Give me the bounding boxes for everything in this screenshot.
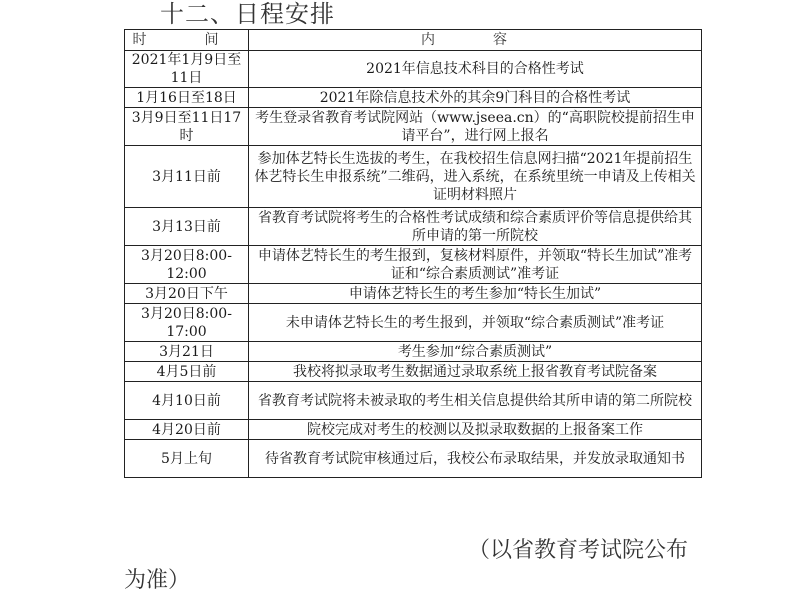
row-time: 3月21日: [125, 342, 249, 362]
row-content: 省教育考试院将未被录取的考生相关信息提供给其所申请的第二所院校: [249, 382, 702, 420]
row-time: 4月5日前: [125, 362, 249, 382]
table-row: [125, 51, 702, 88]
row-time: 4月10日前: [125, 382, 249, 420]
header-content: 内 容: [249, 30, 702, 51]
table-row: [125, 88, 702, 108]
section-heading: 十二、日程安排: [160, 0, 335, 28]
footnote: [124, 536, 694, 596]
table-row: [125, 362, 702, 382]
row-content: 2021年信息技术科目的合格性考试: [249, 51, 702, 88]
row-content: 2021年除信息技术外的其余9门科目的合格性考试: [249, 88, 702, 108]
table-row: [125, 246, 702, 284]
table-row: [125, 440, 702, 478]
row-content: 待省教育考试院审核通过后，我校公布录取结果，并发放录取通知书: [249, 440, 702, 478]
table-row: [125, 304, 702, 342]
footnote-line-2: 为准）: [124, 568, 191, 593]
row-content: 申请体艺特长生的考生参加“特长生加试”: [249, 284, 702, 304]
row-time: 3月20日下午: [125, 284, 249, 304]
row-content: 未申请体艺特长生的考生报到，并领取“综合素质测试”准考证: [249, 304, 702, 342]
table-row: [125, 146, 702, 208]
header-time: 时 间: [125, 30, 249, 51]
row-content: 参加体艺特长生选拔的考生，在我校招生信息网扫描“2021年提前招生体艺特长生申报系统”二维码，进入系统，在系统里统一申请及上传相关证明材料照片: [249, 146, 702, 208]
row-time: 4月20日前: [125, 420, 249, 440]
table-row: [125, 208, 702, 246]
row-time: 3月9日至11日17时: [125, 108, 249, 146]
row-content: 省教育考试院将考生的合格性考试成绩和综合素质评价等信息提供给其所申请的第一所院校: [249, 208, 702, 246]
row-time: 3月20日8:00-12:00: [125, 246, 249, 284]
table-row: [125, 382, 702, 420]
footnote-line-1: （以省教育考试院公布: [467, 538, 688, 563]
row-content: 考生参加“综合素质测试”: [249, 342, 702, 362]
schedule-table: [124, 29, 702, 478]
row-time: 2021年1月9日至11日: [125, 51, 249, 88]
row-time: 3月20日8:00-17:00: [125, 304, 249, 342]
table-row: [125, 342, 702, 362]
row-time: 5月上旬: [125, 440, 249, 478]
table-row: [125, 420, 702, 440]
row-content: 考生登录省教育考试院网站（www.jseea.cn）的“高职院校提前招生申请平台”，进行网上报名: [249, 108, 702, 146]
row-content: 我校将拟录取考生数据通过录取系统上报省教育考试院备案: [249, 362, 702, 382]
row-time: 3月11日前: [125, 146, 249, 208]
row-content: 院校完成对考生的校测以及拟录取数据的上报备案工作: [249, 420, 702, 440]
row-time: 3月13日前: [125, 208, 249, 246]
row-content: 申请体艺特长生的考生报到，复核材料原件，并领取“特长生加试”准考证和“综合素质测试”准考证: [249, 246, 702, 284]
row-time: 1月16日至18日: [125, 88, 249, 108]
table-row: [125, 108, 702, 146]
table-header-row: [125, 30, 702, 51]
table-row: [125, 284, 702, 304]
